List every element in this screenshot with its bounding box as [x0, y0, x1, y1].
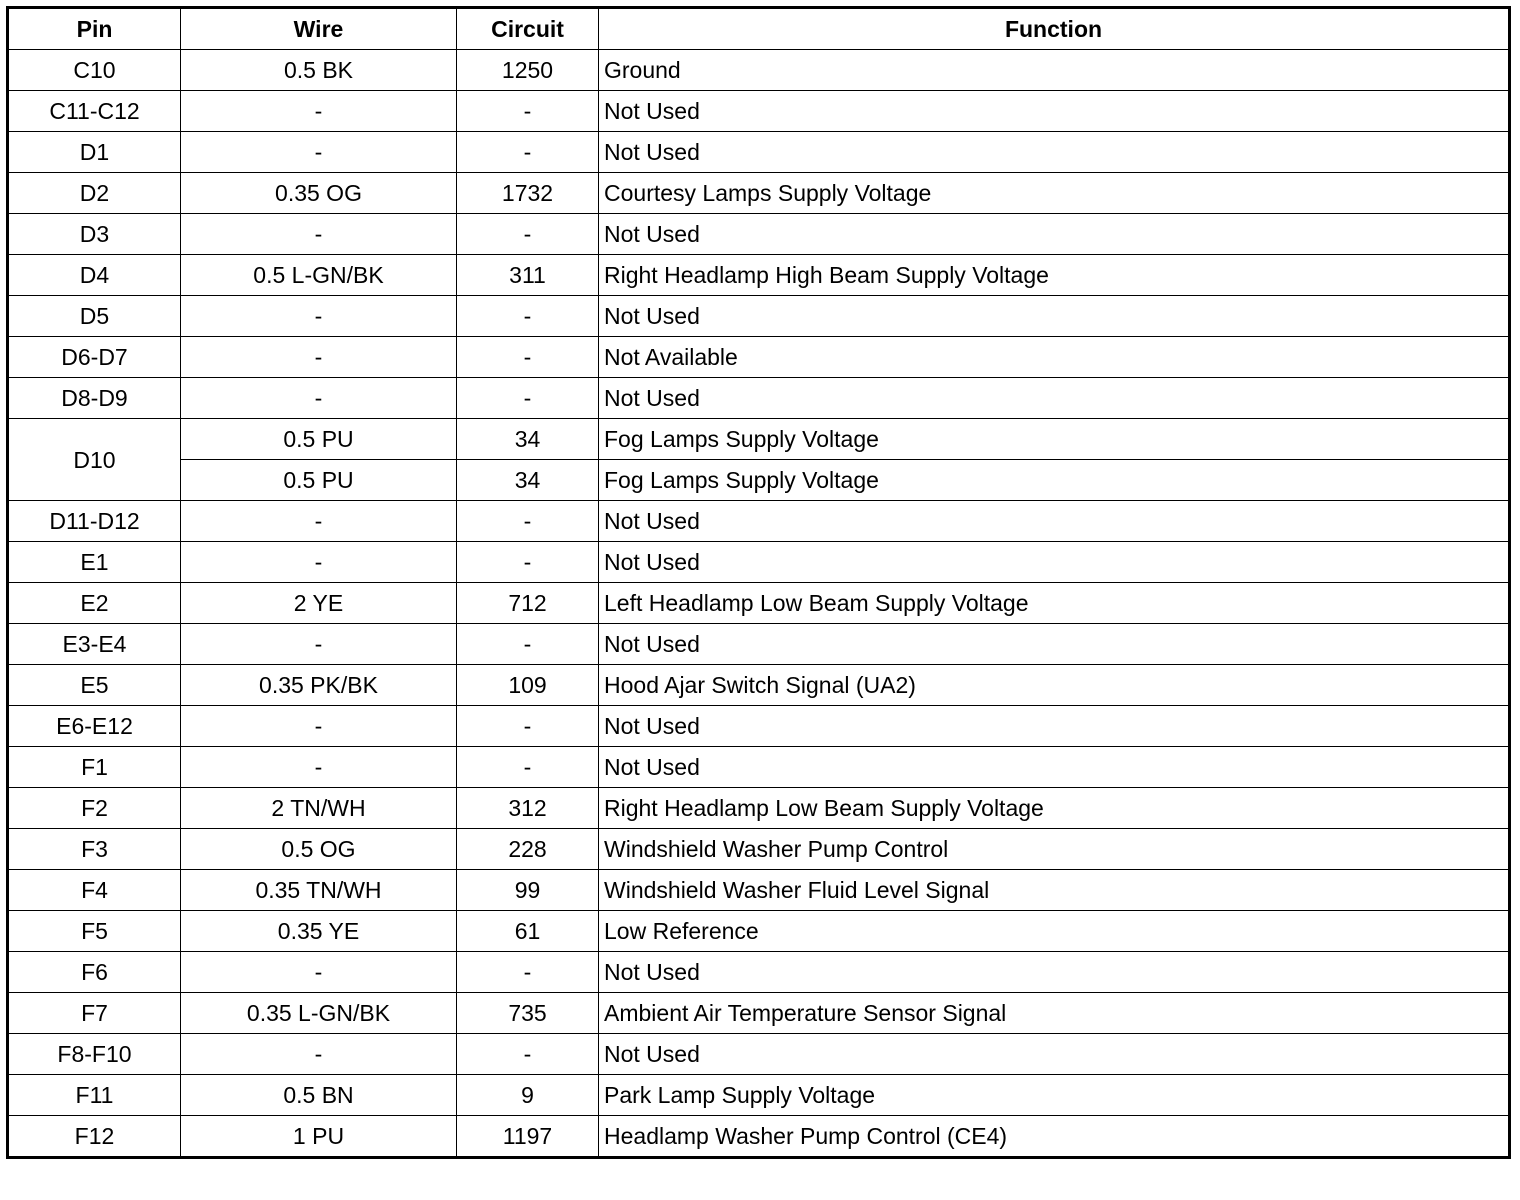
- table-row: [8, 91, 1510, 132]
- pin-cell: D1: [8, 132, 181, 173]
- circuit-cell: 109: [457, 665, 599, 706]
- pin-cell: D2: [8, 173, 181, 214]
- wire-cell: -: [181, 542, 457, 583]
- circuit-cell: 735: [457, 993, 599, 1034]
- function-cell: Not Used: [599, 378, 1510, 419]
- column-header-circuit: Circuit: [457, 8, 599, 50]
- table-row: [8, 419, 1510, 460]
- header-row: [8, 8, 1510, 50]
- function-cell: Not Used: [599, 132, 1510, 173]
- circuit-cell: 34: [457, 419, 599, 460]
- function-cell: Not Available: [599, 337, 1510, 378]
- function-cell: Not Used: [599, 706, 1510, 747]
- wire-cell: -: [181, 747, 457, 788]
- wire-cell: -: [181, 337, 457, 378]
- table-row: [8, 50, 1510, 91]
- table-row: [8, 214, 1510, 255]
- function-cell: Not Used: [599, 91, 1510, 132]
- wire-cell: 0.35 TN/WH: [181, 870, 457, 911]
- table-row: [8, 1116, 1510, 1158]
- wire-cell: 1 PU: [181, 1116, 457, 1158]
- pin-cell: E5: [8, 665, 181, 706]
- function-cell: Not Used: [599, 1034, 1510, 1075]
- function-cell: Windshield Washer Fluid Level Signal: [599, 870, 1510, 911]
- wire-cell: 0.5 BN: [181, 1075, 457, 1116]
- wire-cell: -: [181, 132, 457, 173]
- pin-cell: D5: [8, 296, 181, 337]
- table-row: [8, 378, 1510, 419]
- function-cell: Low Reference: [599, 911, 1510, 952]
- circuit-cell: 1250: [457, 50, 599, 91]
- wire-cell: -: [181, 214, 457, 255]
- circuit-cell: -: [457, 747, 599, 788]
- pin-cell: D6-D7: [8, 337, 181, 378]
- circuit-cell: -: [457, 624, 599, 665]
- pin-cell: C11-C12: [8, 91, 181, 132]
- pin-cell: D4: [8, 255, 181, 296]
- pin-cell: F6: [8, 952, 181, 993]
- table-row: [8, 706, 1510, 747]
- table-row: [8, 911, 1510, 952]
- pin-cell: F12: [8, 1116, 181, 1158]
- pin-cell: D10: [8, 419, 181, 501]
- wire-cell: 0.35 L-GN/BK: [181, 993, 457, 1034]
- pin-cell: E6-E12: [8, 706, 181, 747]
- pin-cell: E1: [8, 542, 181, 583]
- circuit-cell: 99: [457, 870, 599, 911]
- table-row: [8, 952, 1510, 993]
- function-cell: Not Used: [599, 952, 1510, 993]
- table-row: [8, 501, 1510, 542]
- table-row: [8, 583, 1510, 624]
- circuit-cell: 1197: [457, 1116, 599, 1158]
- table-row: [8, 829, 1510, 870]
- wire-cell: 0.5 L-GN/BK: [181, 255, 457, 296]
- wire-cell: 0.5 PU: [181, 419, 457, 460]
- wire-cell: -: [181, 91, 457, 132]
- pin-cell: D3: [8, 214, 181, 255]
- circuit-cell: -: [457, 706, 599, 747]
- circuit-cell: -: [457, 337, 599, 378]
- table-row: [8, 337, 1510, 378]
- function-cell: Not Used: [599, 214, 1510, 255]
- circuit-cell: -: [457, 542, 599, 583]
- table-row: [8, 1034, 1510, 1075]
- pin-cell: E2: [8, 583, 181, 624]
- table-row: [8, 296, 1510, 337]
- circuit-cell: 61: [457, 911, 599, 952]
- function-cell: Ground: [599, 50, 1510, 91]
- pin-cell: F3: [8, 829, 181, 870]
- wire-cell: -: [181, 706, 457, 747]
- circuit-cell: 228: [457, 829, 599, 870]
- circuit-cell: 34: [457, 460, 599, 501]
- function-cell: Not Used: [599, 296, 1510, 337]
- pin-cell: D8-D9: [8, 378, 181, 419]
- circuit-cell: -: [457, 214, 599, 255]
- circuit-cell: -: [457, 378, 599, 419]
- wire-cell: -: [181, 501, 457, 542]
- pin-cell: F5: [8, 911, 181, 952]
- function-cell: Not Used: [599, 747, 1510, 788]
- function-cell: Not Used: [599, 501, 1510, 542]
- circuit-cell: -: [457, 952, 599, 993]
- function-cell: Headlamp Washer Pump Control (CE4): [599, 1116, 1510, 1158]
- function-cell: Courtesy Lamps Supply Voltage: [599, 173, 1510, 214]
- wire-cell: 2 YE: [181, 583, 457, 624]
- function-cell: Fog Lamps Supply Voltage: [599, 419, 1510, 460]
- table-row: [8, 747, 1510, 788]
- wire-cell: -: [181, 952, 457, 993]
- wire-cell: 0.35 OG: [181, 173, 457, 214]
- table-row: [8, 788, 1510, 829]
- column-header-pin: Pin: [8, 8, 181, 50]
- wire-cell: 0.35 PK/BK: [181, 665, 457, 706]
- function-cell: Fog Lamps Supply Voltage: [599, 460, 1510, 501]
- column-header-wire: Wire: [181, 8, 457, 50]
- circuit-cell: 311: [457, 255, 599, 296]
- table-row: [8, 624, 1510, 665]
- pin-cell: F4: [8, 870, 181, 911]
- circuit-cell: 312: [457, 788, 599, 829]
- pin-cell: F7: [8, 993, 181, 1034]
- function-cell: Right Headlamp Low Beam Supply Voltage: [599, 788, 1510, 829]
- circuit-cell: -: [457, 132, 599, 173]
- table-row: [8, 993, 1510, 1034]
- function-cell: Windshield Washer Pump Control: [599, 829, 1510, 870]
- pin-cell: F2: [8, 788, 181, 829]
- pin-cell: F1: [8, 747, 181, 788]
- wire-cell: 2 TN/WH: [181, 788, 457, 829]
- table-row: [8, 255, 1510, 296]
- circuit-cell: -: [457, 1034, 599, 1075]
- circuit-cell: -: [457, 296, 599, 337]
- wire-cell: -: [181, 624, 457, 665]
- table-row: [8, 132, 1510, 173]
- function-cell: Not Used: [599, 542, 1510, 583]
- function-cell: Not Used: [599, 624, 1510, 665]
- wire-cell: 0.35 YE: [181, 911, 457, 952]
- pin-cell: D11-D12: [8, 501, 181, 542]
- wire-cell: -: [181, 1034, 457, 1075]
- function-cell: Hood Ajar Switch Signal (UA2): [599, 665, 1510, 706]
- function-cell: Park Lamp Supply Voltage: [599, 1075, 1510, 1116]
- wire-cell: -: [181, 378, 457, 419]
- function-cell: Right Headlamp High Beam Supply Voltage: [599, 255, 1510, 296]
- pin-cell: E3-E4: [8, 624, 181, 665]
- pin-cell: F11: [8, 1075, 181, 1116]
- circuit-cell: 712: [457, 583, 599, 624]
- circuit-cell: -: [457, 91, 599, 132]
- circuit-cell: -: [457, 501, 599, 542]
- table-row: [8, 870, 1510, 911]
- table-row: [8, 173, 1510, 214]
- connector-pinout-table: [6, 6, 1511, 1159]
- circuit-cell: 9: [457, 1075, 599, 1116]
- column-header-function: Function: [599, 8, 1510, 50]
- table-row: [8, 542, 1510, 583]
- pin-cell: F8-F10: [8, 1034, 181, 1075]
- wire-cell: -: [181, 296, 457, 337]
- wire-cell: 0.5 PU: [181, 460, 457, 501]
- pin-cell: C10: [8, 50, 181, 91]
- table-row: [8, 1075, 1510, 1116]
- wire-cell: 0.5 OG: [181, 829, 457, 870]
- wire-cell: 0.5 BK: [181, 50, 457, 91]
- function-cell: Ambient Air Temperature Sensor Signal: [599, 993, 1510, 1034]
- circuit-cell: 1732: [457, 173, 599, 214]
- function-cell: Left Headlamp Low Beam Supply Voltage: [599, 583, 1510, 624]
- table-row: [8, 665, 1510, 706]
- table-row: [8, 460, 1510, 501]
